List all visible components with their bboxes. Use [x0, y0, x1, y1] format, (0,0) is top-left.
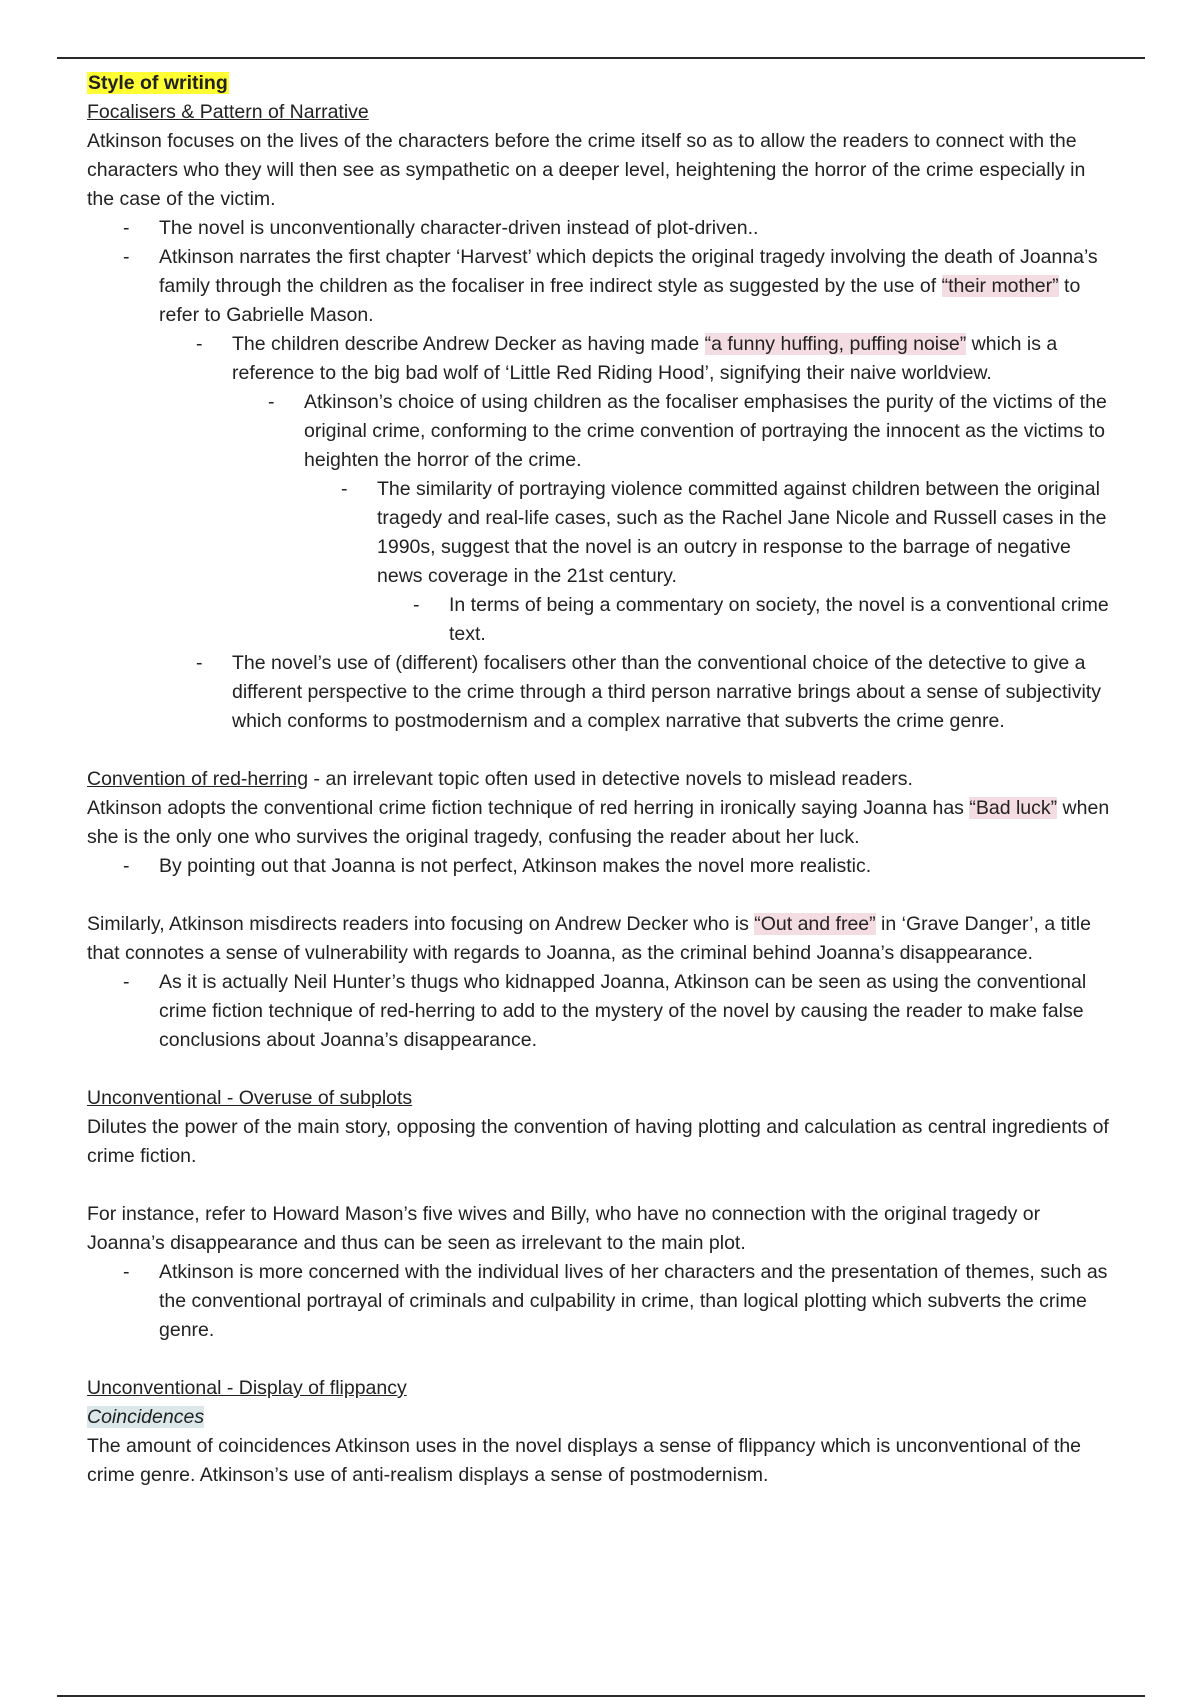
list-item: - In terms of being a commentary on society, the novel is a conventional crime text. [449, 591, 1117, 649]
flippancy-paragraph: The amount of coincidences Atkinson uses in the novel displays a sense of flippancy which is unconventional of the crime genre. Atkinson’s use of anti-realism displays a sense of postmodernism. [87, 1435, 1082, 1486]
quote-highlight: “their mother” [941, 275, 1059, 297]
list-item: - Atkinson narrates the first chapter ‘Harvest’ which depicts the original tragedy involving the death of Joanna’s family through the children as the focaliser in free indirect style as suggested by the use of “their mother” to refer to Gabrielle Mason. [159, 243, 1117, 330]
red-herring-list-2 [87, 968, 1117, 1055]
section-flippancy-heading: Unconventional - Display of flippancy [87, 1377, 407, 1399]
red-herring-paragraph-1: Atkinson adopts the conventional crime fiction technique of red herring in ironically saying Joanna has “Bad luck” when she is the only one who survives the original tragedy, confusing the reader about her luck. [87, 797, 1110, 848]
list-item: - Atkinson’s choice of using children as the focaliser emphasises the purity of the victims of the original crime, conforming to the crime convention of portraying the innocent as the victims to heighten the horror of the crime. [304, 388, 1117, 475]
list-item: - The novel is unconventionally character-driven instead of plot-driven.. [159, 214, 1117, 243]
focalisers-list-level2b [87, 649, 1117, 736]
subplots-paragraph-1: Dilutes the power of the main story, opposing the convention of having plotting and calculation as central ingredients of crime fiction. [87, 1116, 1109, 1167]
list-item: - The children describe Andrew Decker as having made “a funny huffing, puffing noise” which is a reference to the big bad wolf of ‘Little Red Riding Hood’, signifying their naive worldview. [232, 330, 1117, 388]
section-subplots-heading: Unconventional - Overuse of subplots [87, 1087, 413, 1109]
section-focalisers-heading: Focalisers & Pattern of Narrative [87, 101, 369, 123]
focalisers-intro: Atkinson focuses on the lives of the characters before the crime itself so as to allow the readers to connect with the characters who they will then see as sympathetic on a deeper level, heightening the horror of the crime especially in the case of the victim. [87, 130, 1086, 210]
quote-highlight: “Out and free” [754, 913, 876, 935]
quote-highlight: “Bad luck” [969, 797, 1058, 819]
red-herring-list-1 [87, 852, 1117, 881]
subplots-paragraph-2: For instance, refer to Howard Mason’s five wives and Billy, who have no connection with the original tragedy or Joanna’s disappearance and thus can be seen as irrelevant to the main plot. [87, 1203, 1041, 1254]
page-heading [87, 69, 1117, 98]
document-body [87, 69, 1117, 1490]
focalisers-list-level2 [87, 330, 1117, 388]
section-red-herring-heading: Convention of red-herring - an irrelevant topic often used in detective novels to mislead readers. [87, 768, 913, 790]
list-item: - As it is actually Neil Hunter’s thugs who kidnapped Joanna, Atkinson can be seen as using the conventional crime fiction technique of red-herring to add to the mystery of the novel by causing the reader to make false conclusions about Joanna’s disappearance. [159, 968, 1117, 1055]
subplots-list [87, 1258, 1117, 1345]
red-herring-paragraph-2: Similarly, Atkinson misdirects readers into focusing on Andrew Decker who is “Out and free” in ‘Grave Danger’, a title that connotes a sense of vulnerability with regards to Joanna, as the criminal behind Joanna’s disappearance. [87, 913, 1091, 964]
focalisers-list-level4 [87, 475, 1117, 591]
focalisers-list-level5 [87, 591, 1117, 649]
bottom-rule [57, 1695, 1145, 1697]
top-rule [57, 57, 1145, 59]
list-item: - The similarity of portraying violence committed against children between the original tragedy and real-life cases, such as the Rachel Jane Nicole and Russell cases in the 1990s, suggest that the novel is an outcry in response to the barrage of negative news coverage in the 21st century. [377, 475, 1117, 591]
focalisers-list-level3 [87, 388, 1117, 475]
list-item: - The novel’s use of (different) focalisers other than the conventional choice of the detective to give a different perspective to the crime through a third person narrative brings about a sense of subjectivity which conforms to postmodernism and a complex narrative that subverts the crime genre. [232, 649, 1117, 736]
list-item: - By pointing out that Joanna is not perfect, Atkinson makes the novel more realistic. [159, 852, 1117, 881]
heading-text: Style of writing [88, 72, 228, 94]
list-item: - Atkinson is more concerned with the individual lives of her characters and the presentation of themes, such as the conventional portrayal of criminals and culpability in crime, than logical plotting which subverts the crime genre. [159, 1258, 1117, 1345]
quote-highlight: “a funny huffing, puffing noise” [704, 333, 967, 355]
coincidences-heading: Coincidences [87, 1406, 205, 1428]
focalisers-list-level1 [87, 214, 1117, 330]
